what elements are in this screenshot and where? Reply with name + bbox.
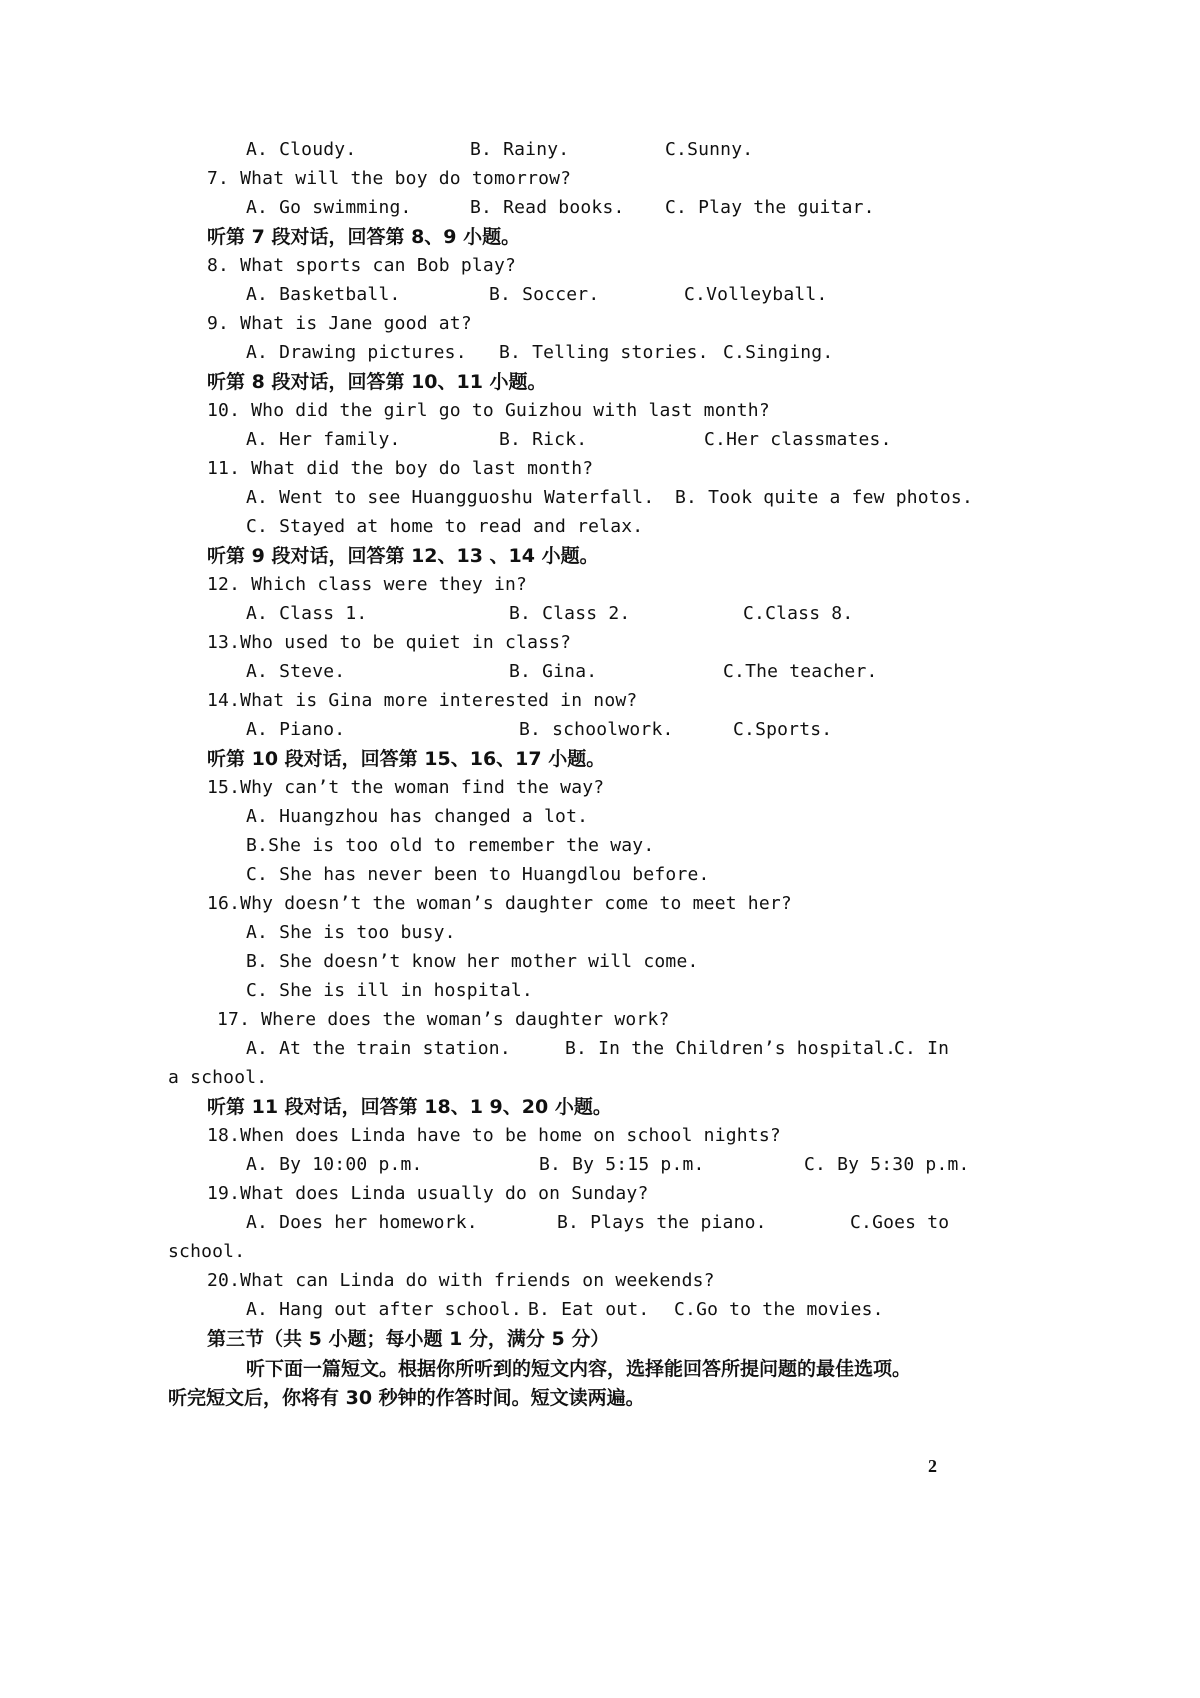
option-8b: B. Soccer.: [489, 284, 600, 305]
option-20c: C.Go to the movies.: [674, 1299, 884, 1320]
option-16c: C. She is ill in hospital.: [246, 980, 533, 1001]
option-17a: A. At the train station.: [246, 1038, 511, 1059]
option-9a: A. Drawing pictures.: [246, 342, 467, 363]
question-9: 9. What is Jane good at?: [207, 313, 472, 334]
option-11c: C. Stayed at home to read and relax.: [246, 516, 644, 537]
option-16b: B. She doesn’t know her mother will come.: [246, 951, 699, 972]
section-heading-9: 听第 9 段对话，回答第 12、13 、14 小题。: [207, 545, 599, 567]
option-6b: B. Rainy.: [470, 139, 570, 160]
option-18a: A. By 10:00 p.m.: [246, 1154, 423, 1175]
option-8a: A. Basketball.: [246, 284, 401, 305]
option-19c: C.Goes to: [850, 1212, 950, 1233]
option-15a: A. Huangzhou has changed a lot.: [246, 806, 589, 827]
option-7c: C. Play the guitar.: [665, 197, 875, 218]
option-8c: C.Volleyball.: [684, 284, 828, 305]
question-14: 14.What is Gina more interested in now?: [207, 690, 638, 711]
option-10b: B. Rick.: [499, 429, 588, 450]
option-17c: C. In: [894, 1038, 950, 1059]
option-12b: B. Class 2.: [509, 603, 631, 624]
option-10a: A. Her family.: [246, 429, 401, 450]
option-11a: A. Went to see Huangguoshu Waterfall.: [246, 487, 655, 508]
option-12a: A. Class 1.: [246, 603, 368, 624]
option-14a: A. Piano.: [246, 719, 346, 740]
section-heading-7: 听第 7 段对话，回答第 8、9 小题。: [207, 226, 521, 248]
question-18: 18.When does Linda have to be home on school nights?: [207, 1125, 781, 1146]
option-7b: B. Read books.: [470, 197, 625, 218]
option-7a: A. Go swimming.: [246, 197, 412, 218]
option-6a: A. Cloudy.: [246, 139, 357, 160]
question-13: 13.Who used to be quiet in class?: [207, 632, 572, 653]
option-17c-wrap: a school.: [168, 1067, 268, 1088]
option-16a: A. She is too busy.: [246, 922, 456, 943]
question-10: 10. Who did the girl go to Guizhou with last month?: [207, 400, 770, 421]
question-15: 15.Why can’t the woman find the way?: [207, 777, 605, 798]
section-heading-11: 听第 11 段对话，回答第 18、1 9、20 小题。: [207, 1096, 612, 1118]
option-20a: A. Hang out after school.: [246, 1299, 522, 1320]
question-16: 16.Why doesn’t the woman’s daughter come to meet her?: [207, 893, 792, 914]
option-14b: B. schoolwork.: [519, 719, 674, 740]
option-11b: B. Took quite a few photos.: [675, 487, 973, 508]
section-heading-8: 听第 8 段对话，回答第 10、11 小题。: [207, 371, 547, 393]
instructions-line-2: 听完短文后，你将有 30 秒钟的作答时间。短文读两遍。: [168, 1387, 645, 1409]
section-3-heading: 第三节（共 5 小题；每小题 1 分，满分 5 分）: [207, 1328, 610, 1350]
option-14c: C.Sports.: [733, 719, 833, 740]
option-19a: A. Does her homework.: [246, 1212, 478, 1233]
option-18c: C. By 5:30 p.m.: [804, 1154, 970, 1175]
page-number: 2: [928, 1456, 937, 1476]
option-9b: B. Telling stories.: [499, 342, 709, 363]
question-11: 11. What did the boy do last month?: [207, 458, 594, 479]
option-19b: B. Plays the piano.: [557, 1212, 767, 1233]
option-9c: C.Singing.: [723, 342, 834, 363]
option-13a: A. Steve.: [246, 661, 346, 682]
option-10c: C.Her classmates.: [704, 429, 892, 450]
question-17: 17. Where does the woman’s daughter work?: [217, 1009, 670, 1030]
option-13b: B. Gina.: [509, 661, 598, 682]
option-15b: B.She is too old to remember the way.: [246, 835, 655, 856]
option-20b: B. Eat out.: [528, 1299, 650, 1320]
option-18b: B. By 5:15 p.m.: [539, 1154, 705, 1175]
instructions-line-1: 听下面一篇短文。根据你所听到的短文内容，选择能回答所提问题的最佳选项。: [246, 1358, 912, 1380]
option-12c: C.Class 8.: [743, 603, 854, 624]
option-15c: C. She has never been to Huangdlou before.: [246, 864, 710, 885]
question-7: 7. What will the boy do tomorrow?: [207, 168, 572, 189]
question-8: 8. What sports can Bob play?: [207, 255, 517, 276]
option-19c-wrap: school.: [168, 1241, 246, 1262]
question-19: 19.What does Linda usually do on Sunday?: [207, 1183, 649, 1204]
question-12: 12. Which class were they in?: [207, 574, 528, 595]
option-13c: C.The teacher.: [723, 661, 878, 682]
question-20: 20.What can Linda do with friends on weekends?: [207, 1270, 715, 1291]
option-17b: B. In the Children’s hospital.: [565, 1038, 897, 1059]
option-6c: C.Sunny.: [665, 139, 754, 160]
section-heading-10: 听第 10 段对话，回答第 15、16、17 小题。: [207, 748, 606, 770]
